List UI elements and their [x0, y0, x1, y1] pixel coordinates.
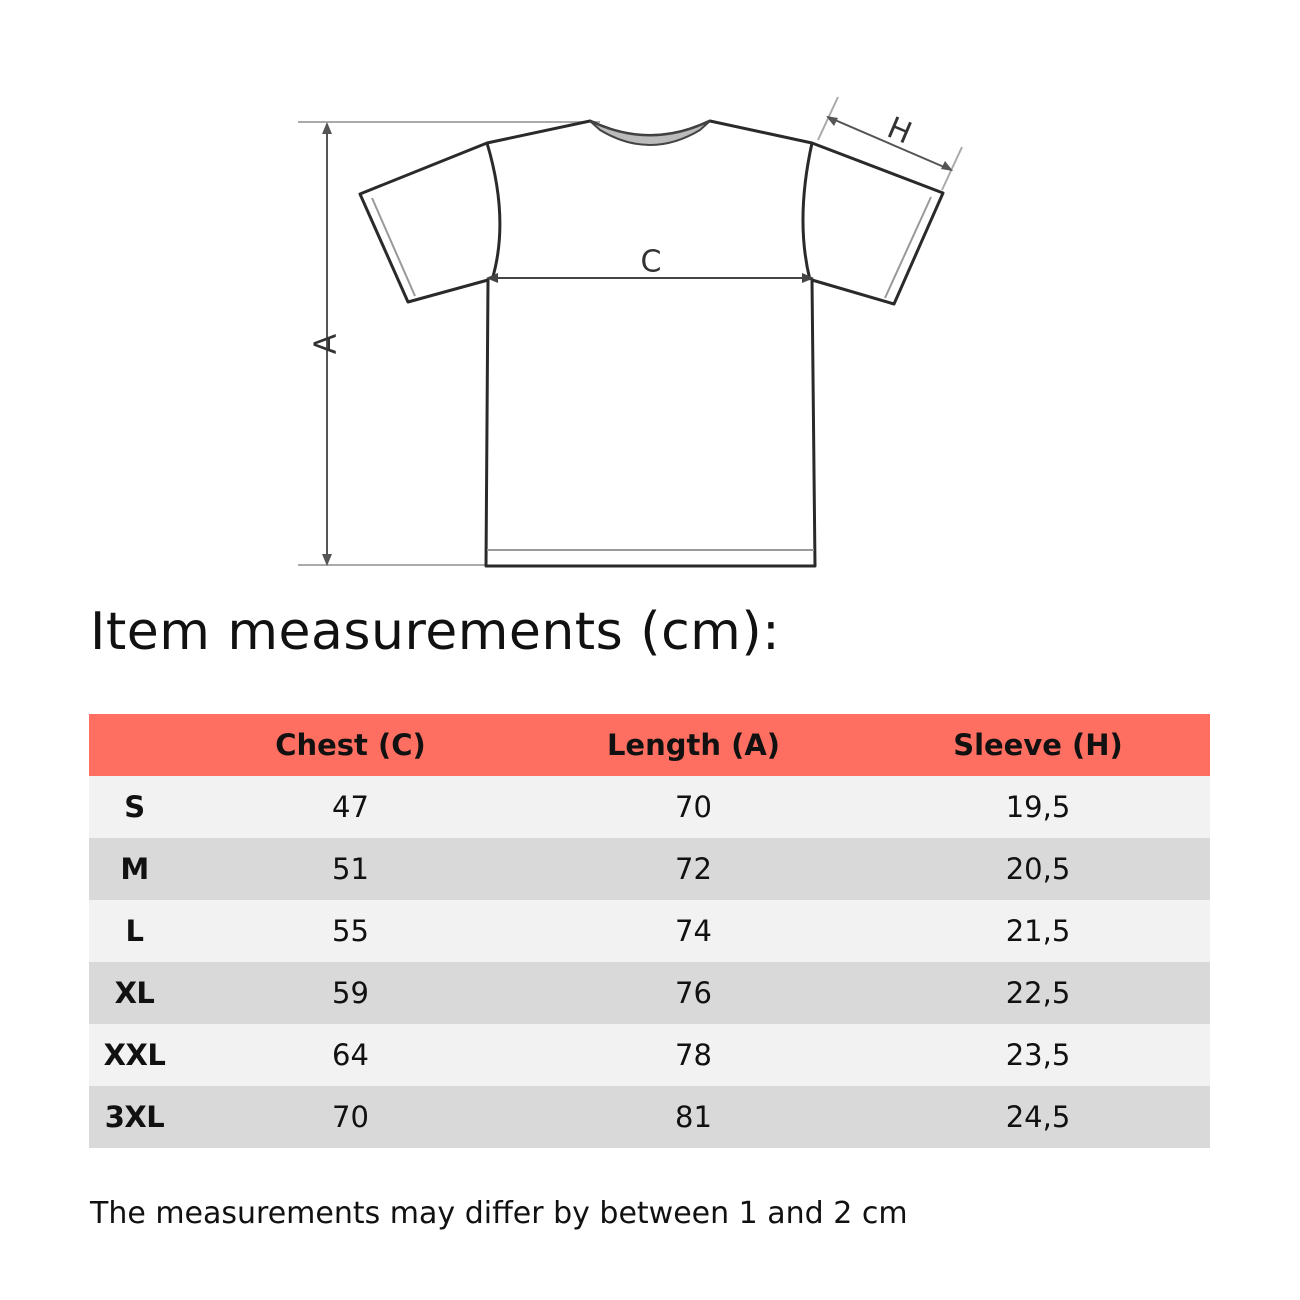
size-cell: 3XL	[104, 1100, 165, 1134]
size-cell: M	[120, 852, 149, 886]
disclaimer-note: The measurements may differ by between 1 and 2 cm	[90, 1196, 908, 1231]
table-row	[89, 1024, 1210, 1086]
chest-cell: 64	[332, 1038, 369, 1072]
header-sleeve: Sleeve (H)	[953, 728, 1123, 762]
table-row	[89, 962, 1210, 1024]
sleeve-cell: 24,5	[1005, 1100, 1071, 1134]
page-title: Item measurements (cm):	[90, 602, 781, 662]
sleeve-cell: 22,5	[1005, 976, 1071, 1010]
length-cell: 76	[675, 976, 712, 1010]
header-length: Length (A)	[606, 728, 781, 762]
table-header-row	[89, 714, 1210, 776]
length-label: A	[308, 333, 344, 355]
tshirt-outline	[360, 121, 943, 566]
size-cell: XXL	[103, 1038, 166, 1072]
tshirt-diagram	[0, 0, 1300, 600]
chest-cell: 59	[332, 976, 369, 1010]
sleeve-cell: 19,5	[1005, 790, 1071, 824]
chest-cell: 55	[332, 914, 369, 948]
table-row	[89, 776, 1210, 838]
length-cell: 70	[675, 790, 712, 824]
table-row	[89, 900, 1210, 962]
chest-cell: 51	[332, 852, 369, 886]
size-cell: L	[125, 914, 144, 948]
table-row	[89, 1086, 1210, 1148]
chest-cell: 70	[332, 1100, 369, 1134]
length-cell: 81	[675, 1100, 712, 1134]
tshirt-illustration	[0, 0, 1300, 600]
sleeve-label: H	[882, 110, 917, 152]
size-table	[89, 714, 1210, 1148]
chest-cell: 47	[332, 790, 369, 824]
size-cell: XL	[114, 976, 155, 1010]
sleeve-cell: 23,5	[1005, 1038, 1071, 1072]
sleeve-cell: 20,5	[1005, 852, 1071, 886]
length-cell: 72	[675, 852, 712, 886]
chest-label: C	[640, 244, 662, 280]
length-arrow-top	[322, 122, 332, 134]
header-size	[89, 714, 180, 776]
table-row	[89, 838, 1210, 900]
sleeve-cell: 21,5	[1005, 914, 1071, 948]
length-cell: 74	[675, 914, 712, 948]
sleeve-arrow-right	[941, 161, 953, 171]
header-chest: Chest (C)	[275, 728, 426, 762]
length-cell: 78	[675, 1038, 712, 1072]
size-cell: S	[124, 790, 145, 824]
